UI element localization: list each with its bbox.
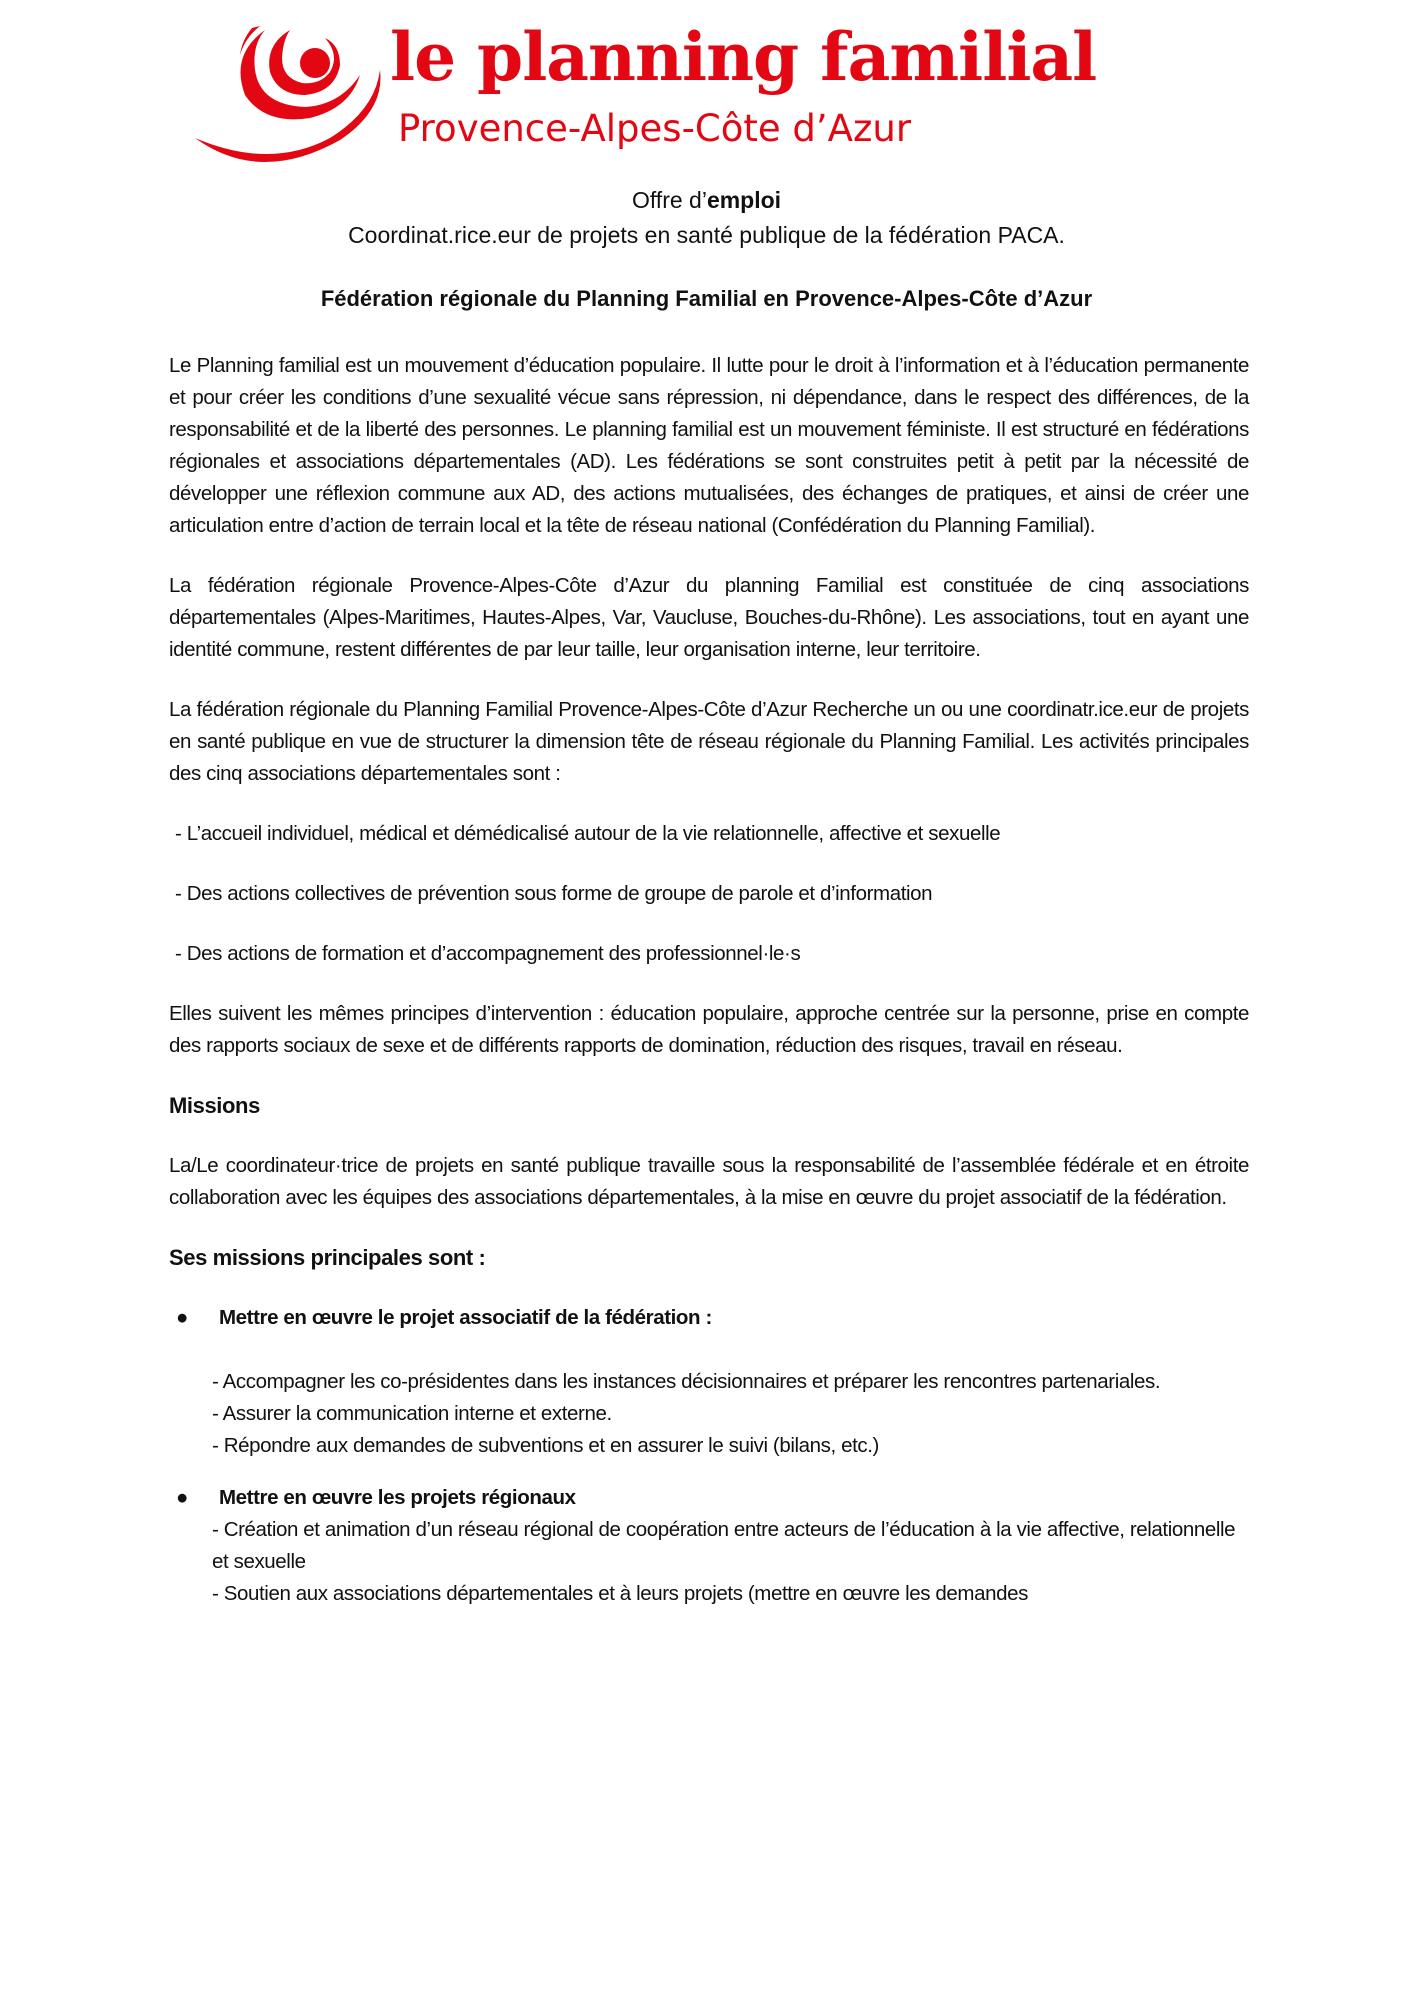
job-title: Coordinat.rice.eur de projets en santé publique de la fédération PACA. xyxy=(348,222,1065,248)
intro-paragraph: Le Planning familial est un mouvement d’éducation populaire. Il lutte pour le droit à l’information et à l’éducation permanente et pour créer les conditions d’une sexualité vécue sans répression, ni dépendance, dans le respect des différences, de la responsabilité et de la liberté des personnes. Le planning familial est un mouvement féministe. Il est structuré en fédérations régionales et associations départementales (AD). Les fédérations se sont construites petit à petit par la nécessité de développer une réflexion commune aux AD, des actions mutualisées, des échanges de pratiques, et ainsi de créer une articulation entre d’action de terrain local et la tête de réseau national (Confédération du Planning Familial). xyxy=(169,354,1249,537)
mission-subitem: - Accompagner les co-présidentes dans les instances décisionnaires et préparer les rencontres partenariales. xyxy=(212,1370,1161,1393)
offer-bold: emploi xyxy=(706,187,782,213)
logo-subtitle: Provence-Alpes-Côte d’Azur xyxy=(398,107,912,150)
offer-label xyxy=(0,187,1413,214)
mission-bullet-title: Mettre en œuvre les projets régionaux xyxy=(219,1486,576,1509)
mission-bullet xyxy=(169,1482,1249,1514)
organization-logo xyxy=(190,10,1170,170)
logo-title: le planning familial xyxy=(390,18,1097,96)
activity-item: - Des actions collectives de prévention sous forme de groupe de parole et d’information xyxy=(175,882,933,905)
mission-bullet-title: Mettre en œuvre le projet associatif de la fédération : xyxy=(219,1306,712,1329)
mission-subitem: - Soutien aux associations départementales et à leurs projets (mettre en œuvre les demandes xyxy=(212,1582,1028,1605)
federation-title: Fédération régionale du Planning Familial en Provence-Alpes-Côte d’Azur xyxy=(320,286,1093,311)
document-body xyxy=(169,350,1249,1610)
bullet-icon: ● xyxy=(176,1306,188,1329)
mission-subitem: - Création et animation d’un réseau régional de coopération entre acteurs de l’éducation à la vie affective, relationnelle et sexuelle xyxy=(212,1518,1236,1573)
bullet-icon: ● xyxy=(176,1486,188,1509)
offer-prefix: Offre d’ xyxy=(631,187,707,213)
main-missions-heading: Ses missions principales sont : xyxy=(169,1245,486,1270)
activity-item: - Des actions de formation et d’accompagnement des professionnel·le·s xyxy=(175,942,801,965)
mission-bullet xyxy=(169,1302,1249,1334)
principles-paragraph: Elles suivent les mêmes principes d’intervention : éducation populaire, approche centrée sur la personne, prise en compte des rapports sociaux de sexe et de différents rapports de domination, réduction des risques, travail en réseau. xyxy=(169,1002,1249,1057)
recruitment-paragraph: La fédération régionale du Planning Familial Provence-Alpes-Côte d’Azur Recherche un ou une coordinatr.ice.eur de projets en santé publique en vue de structurer la dimension tête de réseau régionale du Planning Familial. Les activités principales des cinq associations départementales sont : xyxy=(169,698,1249,785)
missions-paragraph: La/Le coordinateur·trice de projets en santé publique travaille sous la responsabilité de l’assemblée fédérale et en étroite collaboration avec les équipes des associations départementales, à la mise en œuvre du projet associatif de la fédération. xyxy=(169,1154,1249,1209)
activity-item: - L’accueil individuel, médical et démédicalisé autour de la vie relationnelle, affective et sexuelle xyxy=(175,822,1001,845)
mission-subitem: - Assurer la communication interne et externe. xyxy=(212,1402,612,1425)
mission-subitem: - Répondre aux demandes de subventions et en assurer le suivi (bilans, etc.) xyxy=(212,1434,879,1457)
swirl-logo-icon xyxy=(190,10,390,170)
federation-paragraph: La fédération régionale Provence-Alpes-Côte d’Azur du planning Familial est constituée de cinq associations départementales (Alpes-Maritimes, Hautes-Alpes, Var, Vaucluse, Bouches-du-Rhône). Les associations, tout en ayant une identité commune, restent différentes de par leur taille, leur organisation interne, leur territoire. xyxy=(169,574,1249,661)
missions-heading: Missions xyxy=(169,1093,260,1118)
